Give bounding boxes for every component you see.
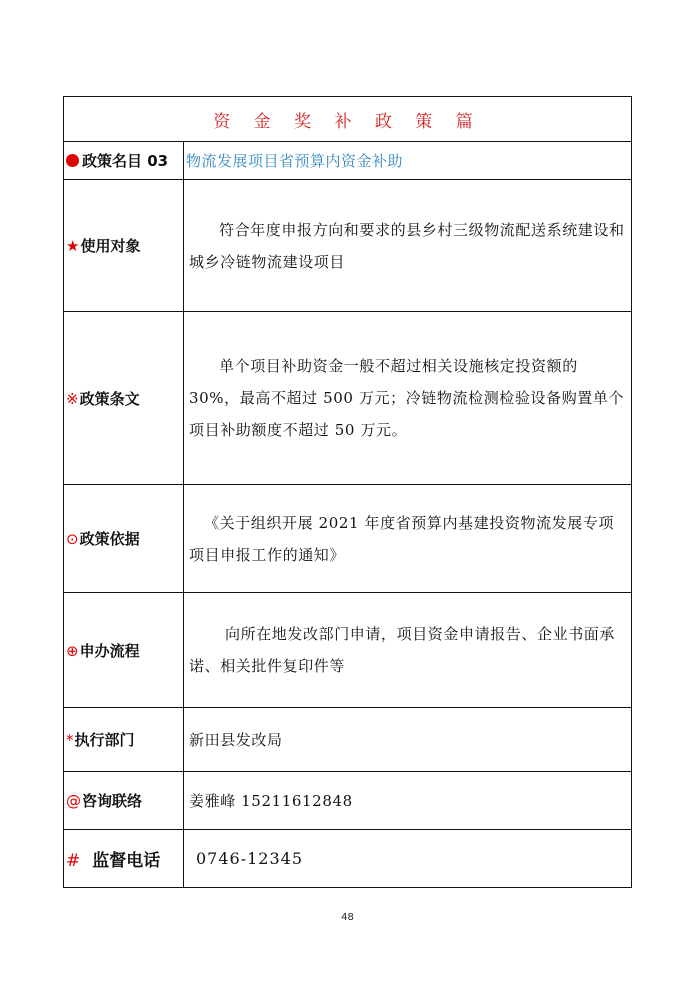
basis-row <box>64 485 632 593</box>
contact-value: 姜雅峰 15211612848 <box>184 772 632 830</box>
basis-value: 《关于组织开展 2021 年度省预算内基建投资物流发展专项项目申报工作的通知》 <box>184 485 632 593</box>
target-value: 符合年度申报方向和要求的县乡村三级物流配送系统建设和城乡冷链物流建设项目 <box>184 180 632 312</box>
title-row <box>64 97 632 142</box>
policy-table <box>63 96 632 888</box>
policy-name-row <box>64 142 632 180</box>
reference-mark-icon: ※ <box>66 389 79 408</box>
contact-label-cell <box>64 772 184 830</box>
supervision-value: 0746-12345 <box>184 830 632 888</box>
provisions-value: 单个项目补助资金一般不超过相关设施核定投资额的 30%，最高不超过 500 万元；冷链物流检测检验设备购置单个项目补助额度不超过 50 万元。 <box>184 312 632 485</box>
policy-name-label-cell <box>64 142 184 180</box>
department-label-cell <box>64 708 184 772</box>
policy-name-label: 政策名目 03 <box>82 152 169 170</box>
department-value: 新田县发改局 <box>184 708 632 772</box>
target-label-cell <box>64 180 184 312</box>
target-row <box>64 180 632 312</box>
contact-label: 咨询联络 <box>82 792 143 810</box>
provisions-row <box>64 312 632 485</box>
department-row <box>64 708 632 772</box>
basis-label-cell <box>64 485 184 593</box>
at-sign-icon: @ <box>66 792 81 810</box>
circled-plus-icon: ⊕ <box>66 641 79 660</box>
star-icon: ★ <box>66 237 80 255</box>
process-label-cell <box>64 593 184 708</box>
supervision-label: 监督电话 <box>92 851 161 871</box>
red-dot-icon <box>66 154 79 167</box>
supervision-label-cell <box>64 830 184 888</box>
provisions-label: 政策条文 <box>79 389 140 408</box>
contact-row <box>64 772 632 830</box>
policy-name-value: 物流发展项目省预算内资金补助 <box>184 142 632 180</box>
page-number: 48 <box>341 912 354 923</box>
hash-icon: # <box>66 851 81 871</box>
department-label: 执行部门 <box>74 731 135 749</box>
process-row <box>64 593 632 708</box>
target-label: 使用对象 <box>80 237 141 255</box>
asterisk-icon: * <box>66 731 74 749</box>
process-value: 向所在地发改部门申请，项目资金申请报告、企业书面承诺、相关批件复印件等 <box>184 593 632 708</box>
circled-dot-icon: ⊙ <box>66 530 79 548</box>
supervision-row <box>64 830 632 888</box>
provisions-label-cell <box>64 312 184 485</box>
basis-label: 政策依据 <box>79 530 140 548</box>
process-label: 申办流程 <box>79 641 140 660</box>
section-title: 资 金 奖 补 政 策 篇 <box>64 97 632 142</box>
